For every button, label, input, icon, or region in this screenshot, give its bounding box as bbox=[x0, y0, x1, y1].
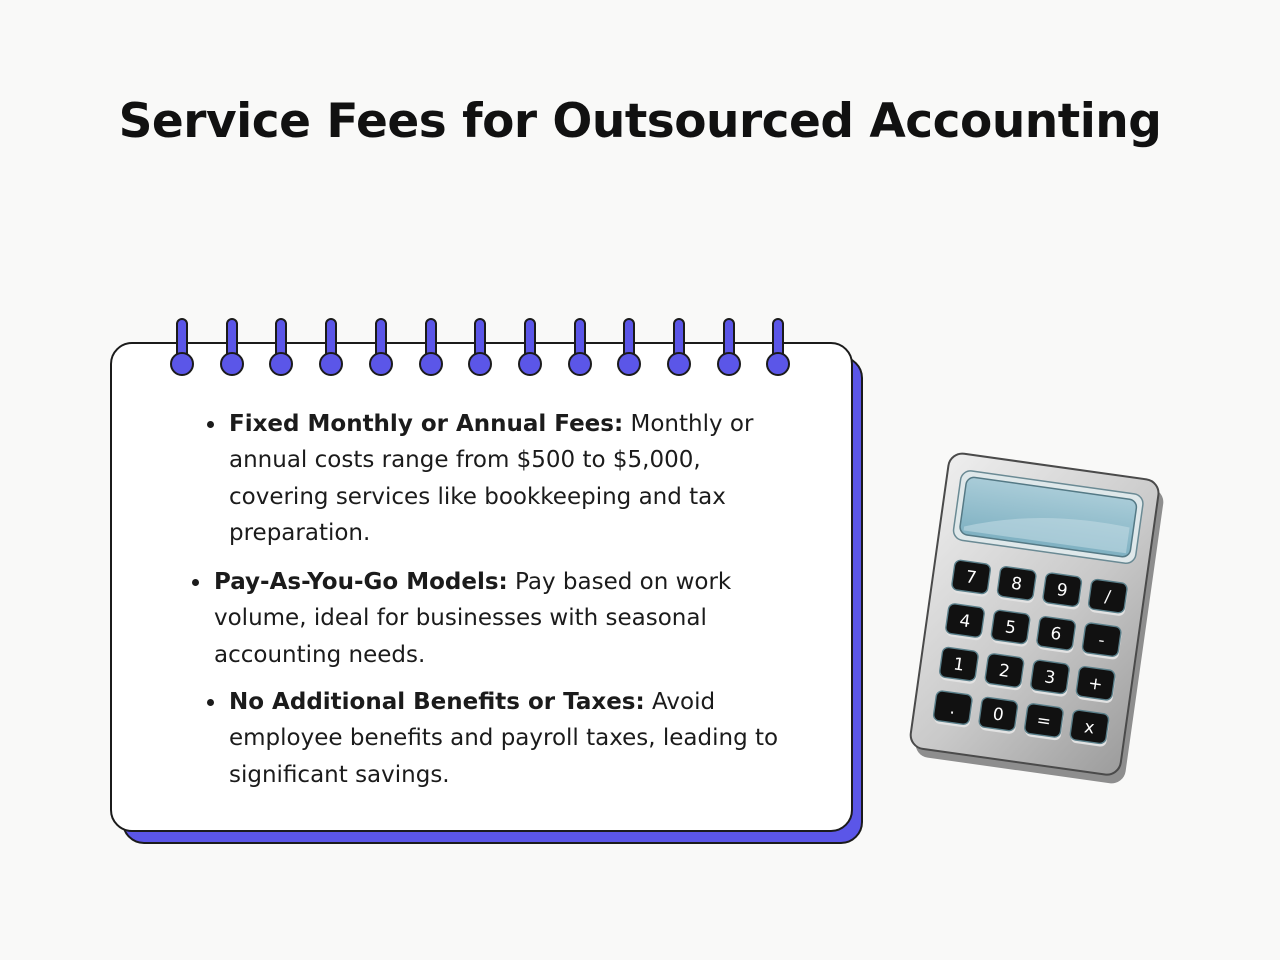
calculator-key-label: 9 bbox=[1055, 580, 1069, 602]
calculator-icon bbox=[905, 452, 1175, 800]
calculator-key-label: 2 bbox=[997, 660, 1012, 683]
list-item-no-additional-benefits bbox=[229, 684, 794, 793]
calculator-key bbox=[996, 566, 1037, 604]
calculator-key bbox=[1075, 666, 1116, 704]
calculator-key-label: = bbox=[1035, 710, 1053, 733]
item-text: Pay based on work volume, ideal for businesses with seasonal accounting needs. bbox=[214, 569, 732, 668]
calculator-key-label: x bbox=[1082, 717, 1096, 739]
calculator-key-label: 7 bbox=[964, 567, 978, 589]
spiral-ring bbox=[319, 318, 343, 378]
calculator-key bbox=[1036, 616, 1077, 654]
spiral-ring bbox=[419, 318, 443, 378]
item-text: Avoid employee benefits and payroll taxes, leading to significant savings. bbox=[229, 689, 779, 788]
calculator-key bbox=[1081, 622, 1122, 660]
spiral-ring bbox=[717, 318, 741, 378]
calculator-key-label: / bbox=[1103, 586, 1112, 608]
calculator-key bbox=[1030, 660, 1071, 698]
spiral-ring bbox=[568, 318, 592, 378]
calculator-key bbox=[951, 560, 992, 598]
bullet-icon bbox=[192, 579, 199, 586]
item-text: Monthly or annual costs range from $500 to $5,000, covering services like bookkeeping and tax preparation. bbox=[229, 411, 754, 547]
spiral-ring bbox=[369, 318, 393, 378]
item-heading: No Additional Benefits or Taxes: bbox=[229, 689, 645, 715]
calculator-key bbox=[978, 697, 1019, 735]
spiral-ring bbox=[220, 318, 244, 378]
calculator-key bbox=[1069, 710, 1110, 748]
spiral-ring bbox=[269, 318, 293, 378]
calculator-key-label: - bbox=[1097, 630, 1106, 652]
calculator-key-label: 1 bbox=[952, 654, 966, 676]
calculator-key bbox=[990, 610, 1031, 648]
calculator-key bbox=[939, 647, 980, 685]
calculator-key-label: 3 bbox=[1043, 667, 1057, 689]
spiral-ring bbox=[617, 318, 641, 378]
calculator-key-label: 5 bbox=[1003, 617, 1018, 639]
bullet-icon bbox=[207, 699, 214, 706]
calculator-key bbox=[932, 690, 973, 728]
item-heading: Pay-As-You-Go Models: bbox=[214, 569, 508, 595]
calculator-key-label: 0 bbox=[991, 704, 1005, 726]
spiral-ring bbox=[468, 318, 492, 378]
calculator-key-label: 6 bbox=[1049, 623, 1063, 645]
calculator-key-label: 8 bbox=[1009, 573, 1024, 595]
calculator-key bbox=[984, 653, 1025, 691]
calculator-key bbox=[1042, 572, 1083, 610]
calculator-key-label: 4 bbox=[958, 610, 972, 633]
calculator-key-label: . bbox=[948, 698, 957, 719]
spiral-ring bbox=[766, 318, 790, 378]
bullet-icon bbox=[207, 421, 214, 428]
calculator-key bbox=[945, 603, 986, 641]
list-item-fixed-fees bbox=[229, 406, 789, 552]
item-heading: Fixed Monthly or Annual Fees: bbox=[229, 411, 624, 437]
spiral-ring bbox=[518, 318, 542, 378]
list-item-pay-as-you-go bbox=[214, 564, 789, 673]
spiral-ring bbox=[667, 318, 691, 378]
calculator-key bbox=[1024, 703, 1065, 741]
spiral-ring bbox=[170, 318, 194, 378]
calculator-key-label: + bbox=[1086, 673, 1104, 696]
page-title: Service Fees for Outsourced Accounting bbox=[118, 94, 1162, 149]
calculator-key bbox=[1087, 579, 1128, 617]
